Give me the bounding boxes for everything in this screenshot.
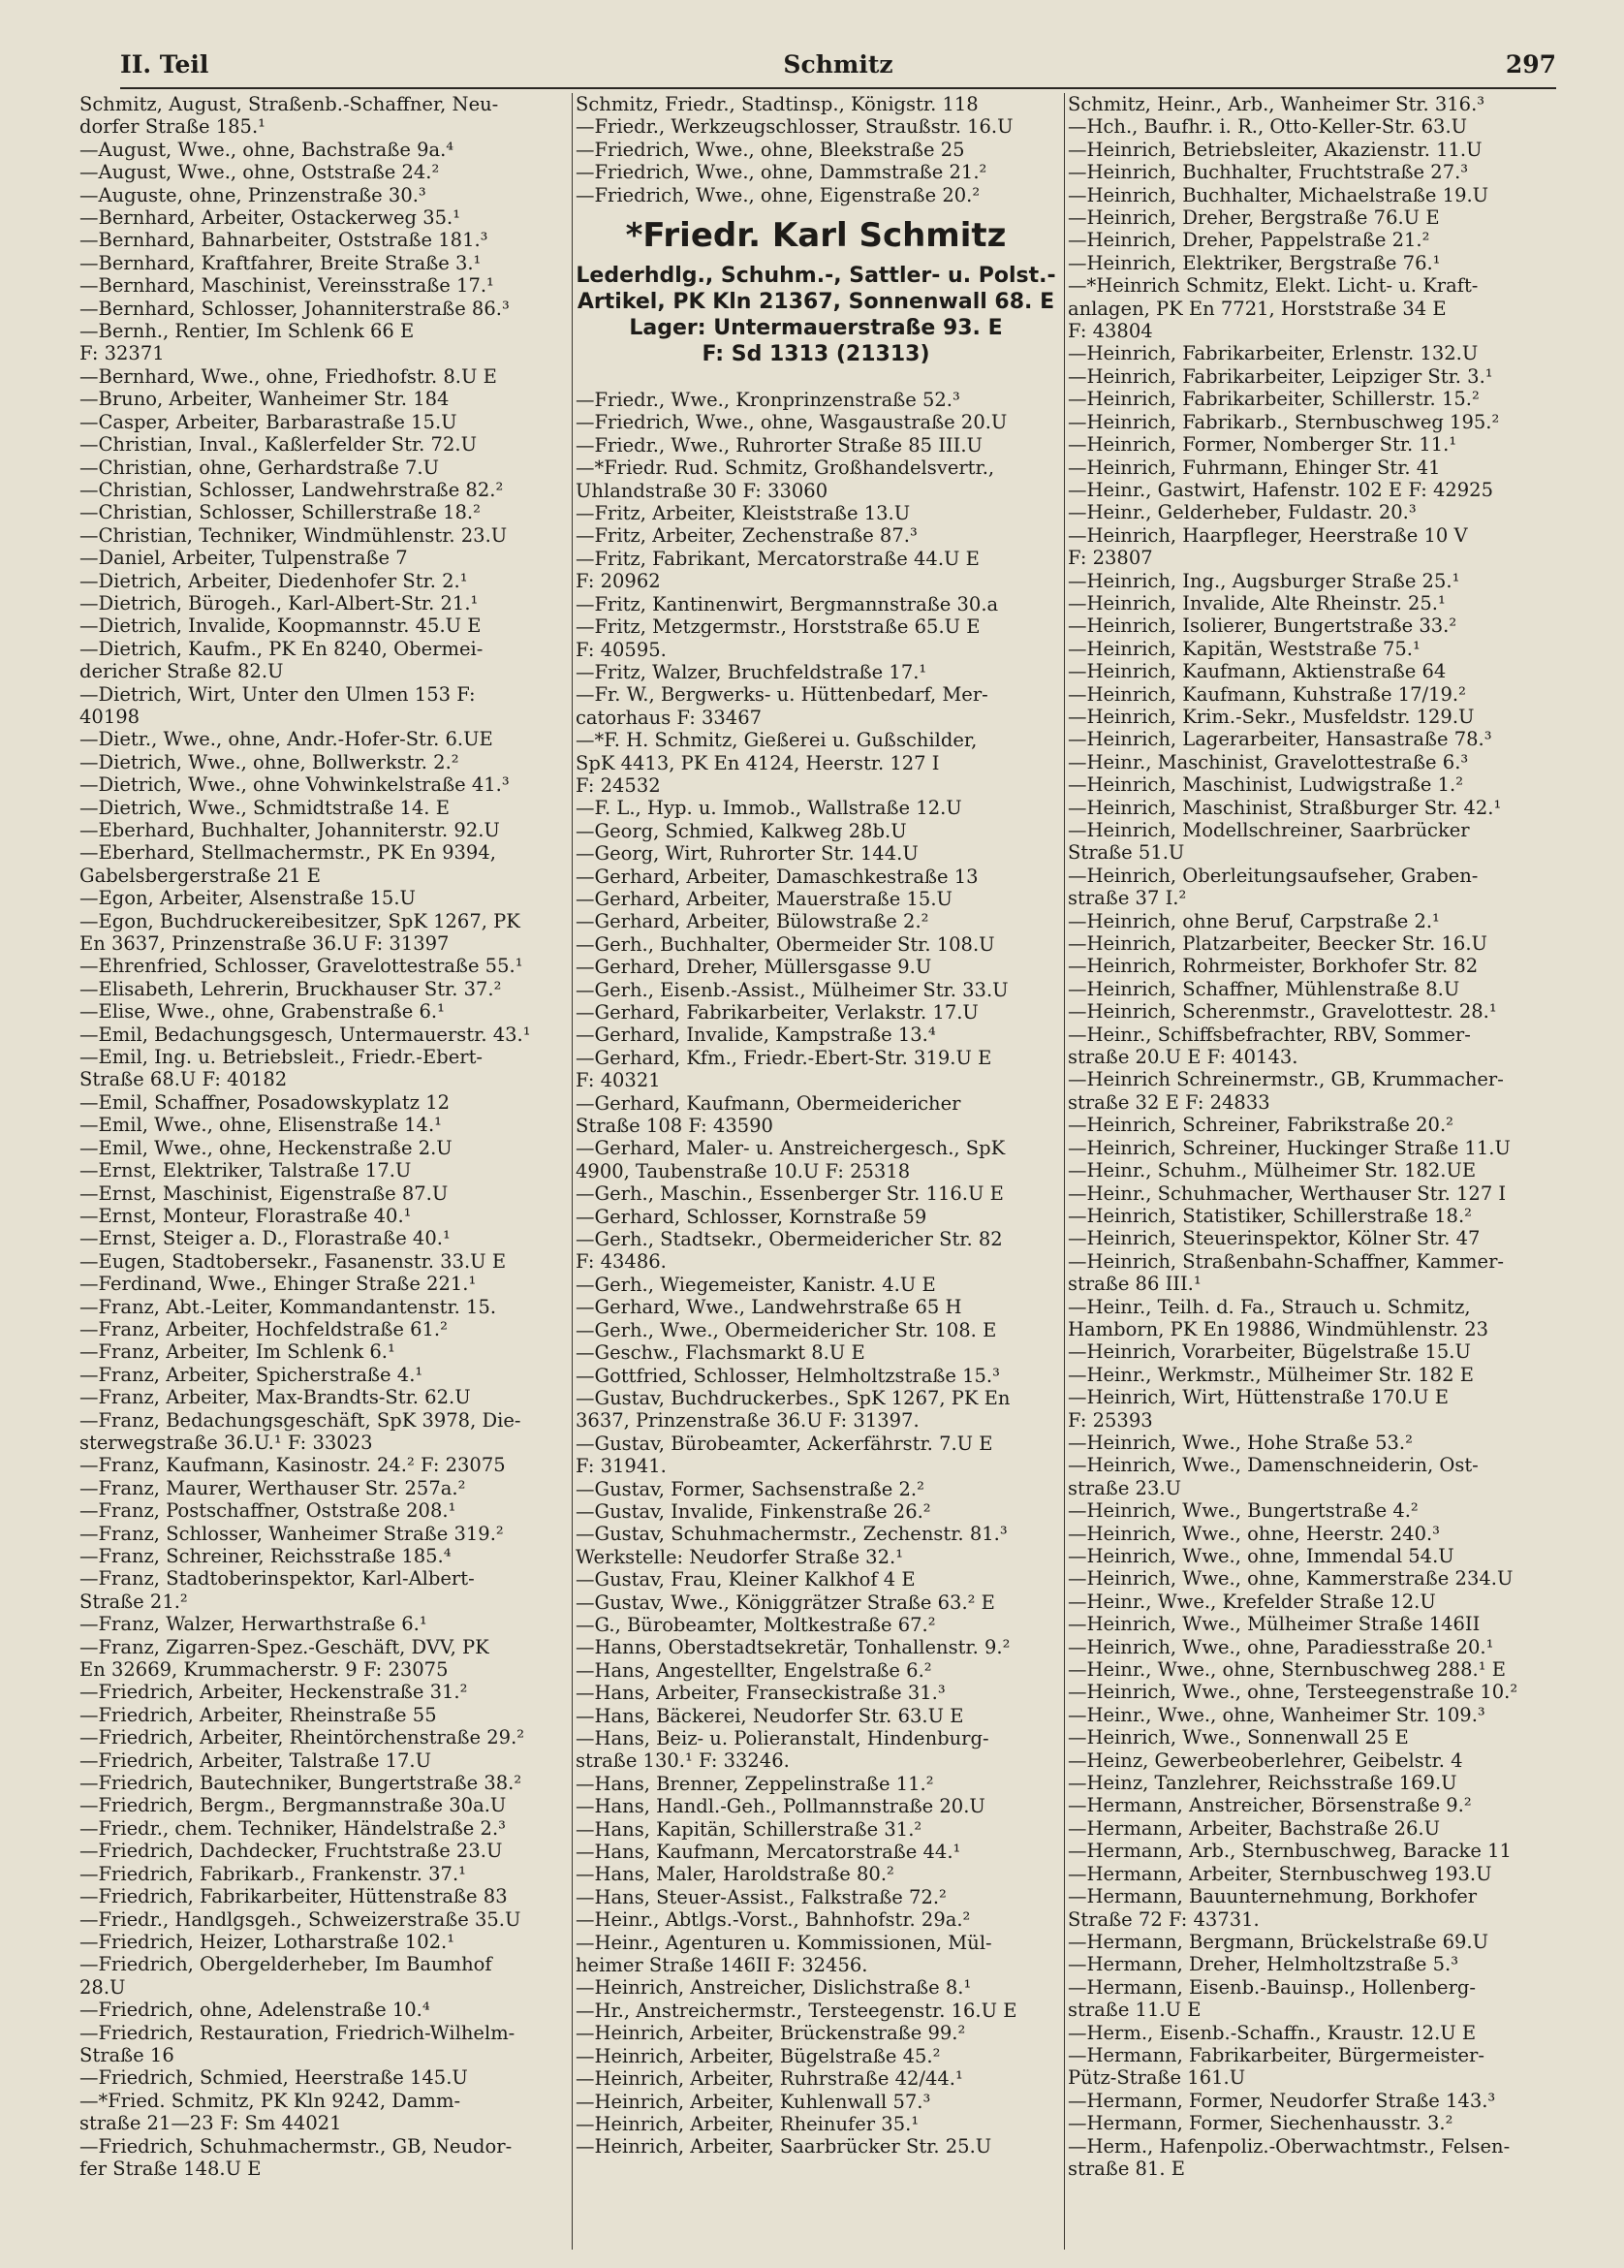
directory-entry: —Friedr., Wwe., Ruhrorter Straße 85 III.U (576, 433, 983, 457)
directory-entry: —Hr., Anstreichermstr., Tersteegenstr. 16.U E (576, 1999, 1017, 2022)
directory-entry: —Gerh., Wiegemeister, Kanistr. 4.U E (576, 1273, 936, 1296)
directory-entry: Schmitz, August, Straßenb.-Schaffner, Neu- (79, 93, 499, 115)
directory-entry: —Hermann, Dreher, Helmholtzstraße 5.³ (1068, 1953, 1459, 1976)
directory-entry: —Gerhard, Kfm., Friedr.-Ebert-Str. 319.U E (576, 1046, 992, 1069)
directory-entry: —Hans, Steuer-Assist., Falkstraße 72.² (576, 1885, 947, 1908)
directory-entry: straße 20.U E F: 40143. (1068, 1046, 1298, 1069)
directory-entry: 3637, Prinzenstraße 36.U F: 31397. (576, 1409, 920, 1433)
directory-entry: —Franz, Arbeiter, Max-Brandts-Str. 62.U (79, 1386, 471, 1409)
directory-entry: —Franz, Arbeiter, Im Schlenk 6.¹ (79, 1340, 395, 1364)
directory-entry: —Bernhard, Arbeiter, Ostackerweg 35.¹ (79, 206, 461, 230)
directory-entry: —Friedrich, Obergelderheber, Im Baumhof (79, 1953, 492, 1976)
directory-entry: —Eberhard, Stellmachermstr., PK En 9394, (79, 841, 496, 865)
directory-entry: —Heinr., Teilh. d. Fa., Strauch u. Schmitz, (1068, 1295, 1471, 1318)
directory-entry: —Heinrich, Wwe., Sonnenwall 25 E (1068, 1726, 1409, 1749)
directory-entry: —Heinrich, Buchhalter, Fruchtstraße 27.³ (1068, 161, 1469, 184)
directory-entry: —Hans, Bäckerei, Neudorfer Str. 63.U E (576, 1704, 964, 1727)
directory-entry: —Hanns, Oberstadtsekretär, Tonhallenstr. 9.² (576, 1636, 1011, 1659)
directory-entry: —Christian, Techniker, Windmühlenstr. 23.U (79, 523, 508, 547)
directory-entry: —Fritz, Fabrikant, Mercatorstraße 44.U E (576, 547, 980, 570)
directory-entry: —Heinrich, Vorarbeiter, Bügelstraße 15.U (1068, 1340, 1471, 1364)
directory-entry: —Dietrich, Wirt, Unter den Ulmen 153 F: (79, 682, 476, 706)
directory-entry: —Friedrich, Wwe., ohne, Dammstraße 21.² (576, 161, 987, 184)
directory-entry: —Heinrich, Arbeiter, Kuhlenwall 57.³ (576, 2090, 931, 2113)
directory-entry: —Gerhard, Arbeiter, Mauerstraße 15.U (576, 887, 953, 910)
directory-entry: —Heinrich, Maschinist, Straßburger Str. 42.¹ (1068, 796, 1502, 819)
directory-entry: —Heinrich, Krim.-Sekr., Musfeldstr. 129.U (1068, 705, 1475, 728)
directory-entry: heimer Straße 146II F: 32456. (576, 1954, 868, 1977)
directory-entry: —Hans, Maler, Haroldstraße 80.² (576, 1863, 894, 1886)
page-number: 297 (1505, 50, 1556, 79)
directory-entry: —Hermann, Anstreicher, Börsenstraße 9.² (1068, 1794, 1472, 1817)
directory-entry: —Heinrich, Lagerarbeiter, Hansastraße 78.³ (1068, 728, 1492, 751)
directory-entry: —Heinrich, Straßenbahn-Schaffner, Kammer- (1068, 1249, 1504, 1273)
directory-entry: Pütz-Straße 161.U (1068, 2066, 1246, 2090)
directory-entry: —Fritz, Arbeiter, Kleiststraße 13.U (576, 502, 911, 525)
directory-entry: —Heinrich, Fabrikarbeiter, Leipziger Str. 3.¹ (1068, 364, 1493, 388)
directory-entry: —Friedrich, Restauration, Friedrich-Wilhelm- (79, 2021, 515, 2044)
directory-entry: F: 40321 (576, 1069, 661, 1092)
directory-entry: —Friedrich, ohne, Adelenstraße 10.⁴ (79, 1999, 430, 2022)
directory-entry: —Heinrich, Arbeiter, Saarbrücker Str. 25.U (576, 2135, 992, 2158)
directory-entry: —Gerhard, Kaufmann, Obermeidericher (576, 1091, 961, 1115)
directory-entry: —Friedrich, Wwe., ohne, Wasgaustraße 20.U (576, 411, 1008, 434)
directory-entry: —Heinr., Schuhmacher, Werthauser Str. 127 I (1068, 1181, 1507, 1205)
directory-entry: —Heinrich, Maschinist, Ludwigstraße 1.² (1068, 773, 1464, 797)
directory-entry: —Heinrich, Modellschreiner, Saarbrücker (1068, 819, 1470, 841)
directory-entry: —Heinrich, Wirt, Hüttenstraße 170.U E (1068, 1386, 1449, 1409)
directory-entry: sterwegstraße 36.U.¹ F: 33023 (79, 1431, 373, 1454)
directory-entry: —Heinrich, Statistiker, Schillerstraße 18.² (1068, 1204, 1472, 1227)
directory-entry: —Heinrich, Steuerinspektor, Kölner Str. 47 (1068, 1227, 1481, 1250)
column-1 (79, 93, 564, 2180)
directory-entry: —Heinrich, Oberleitungsaufseher, Graben- (1068, 864, 1479, 887)
directory-entry: —Heinrich, Scherenmstr., Gravelottestr. 28.¹ (1068, 1000, 1497, 1024)
advert-line-2: Artikel, PK Kln 21367, Sonnenwall 68. E (577, 290, 1055, 315)
directory-entry: straße 11.U E (1068, 1999, 1202, 2022)
directory-entry: —Heinrich, Haarpfleger, Heerstraße 10 V (1068, 523, 1468, 547)
directory-entry: —Heinrich, Fuhrmann, Ehinger Str. 41 (1068, 456, 1441, 479)
directory-entry: F: 25393 (1068, 1408, 1153, 1432)
directory-entry: —Friedr., Handlgsgeh., Schweizerstraße 35.U (79, 1907, 521, 1931)
directory-entry: —Gerhard, Wwe., Landwehrstraße 65 H (576, 1296, 962, 1319)
directory-entry: —Emil, Schaffner, Posadowskyplatz 12 (79, 1090, 451, 1114)
directory-entry: —Franz, Walzer, Herwarthstraße 6.¹ (79, 1613, 427, 1636)
directory-entry: 40198 (79, 705, 141, 728)
directory-entry: straße 21—23 F: Sm 44021 (79, 2112, 342, 2135)
directory-entry: —Christian, Inval., Kaßlerfelder Str. 72.U (79, 433, 478, 457)
directory-entry: —Bernhard, Kraftfahrer, Breite Straße 3.¹ (79, 251, 482, 274)
directory-entry: —Heinrich, Kaufmann, Aktienstraße 64 (1068, 660, 1447, 683)
directory-entry: —Dietrich, Wwe., Schmidtstraße 14. E (79, 796, 450, 819)
directory-entry: —Hermann, Former, Siechenhausstr. 3.² (1068, 2112, 1453, 2135)
directory-entry: —Heinrich, Schaffner, Mühlenstraße 8.U (1068, 977, 1460, 1000)
directory-entry: —Heinrich, Wwe., Hohe Straße 53.² (1068, 1431, 1413, 1454)
directory-entry: Straße 72 F: 43731. (1068, 1907, 1260, 1931)
directory-entry: F: 40595. (576, 638, 667, 661)
directory-entry: En 32669, Krummacherstr. 9 F: 23075 (79, 1658, 449, 1682)
directory-entry: —Heinrich, Arbeiter, Ruhrstraße 42/44.¹ (576, 2067, 963, 2091)
directory-entry: —Hermann, Eisenb.-Bauinsp., Hollenberg- (1068, 1975, 1476, 1999)
directory-entry: —Heinr., Wwe., Krefelder Straße 12.U (1068, 1590, 1436, 1613)
directory-entry: —Bernhard, Schlosser, Johanniterstraße 86.³ (79, 297, 510, 320)
directory-entry: —Heinrich, Wwe., ohne, Heerstr. 240.³ (1068, 1522, 1441, 1545)
directory-entry: Schmitz, Friedr., Stadtinsp., Königstr. 118 (576, 93, 979, 115)
advert-line-3: Lager: Untermauerstraße 93. E (629, 316, 1003, 341)
directory-entry: straße 86 III.¹ (1068, 1273, 1202, 1296)
directory-entry: —Friedrich, Arbeiter, Heckenstraße 31.² (79, 1681, 468, 1704)
directory-entry: —Friedr., chem. Techniker, Händelstraße 2.³ (79, 1816, 506, 1840)
directory-entry: —Gerhard, Maler- u. Anstreichergesch., SpK (576, 1137, 1006, 1160)
directory-entry: —Dietrich, Bürogeh., Karl-Albert-Str. 21.¹ (79, 591, 479, 614)
directory-entry: —Dietr., Wwe., ohne, Andr.-Hofer-Str. 6.UE (79, 728, 493, 751)
directory-entry: dericher Straße 82.U (79, 660, 284, 683)
directory-entry: —Ferdinand, Wwe., Ehinger Straße 221.¹ (79, 1273, 477, 1296)
directory-entry: —Heinrich, Wwe., Mülheimer Straße 146II (1068, 1613, 1481, 1636)
directory-entry: Straße 68.U F: 40182 (79, 1068, 288, 1091)
directory-entry: —Geschw., Flachsmarkt 8.U E (576, 1341, 865, 1365)
advert-line-4: F: Sd 1313 (21313) (702, 342, 930, 367)
directory-entry: —Gustav, Schuhmachermstr., Zechenstr. 81.³ (576, 1523, 1008, 1546)
directory-entry: En 3637, Prinzenstraße 36.U F: 31397 (79, 932, 450, 956)
directory-entry: —Heinrich, Wwe., Damenschneiderin, Ost- (1068, 1454, 1479, 1477)
directory-entry: —Fr. W., Bergwerks- u. Hüttenbedarf, Mer- (576, 683, 988, 707)
directory-entry: —Friedr., Werkzeugschlosser, Straußstr. 16.U (576, 115, 1014, 139)
directory-entry: —Friedrich, Wwe., ohne, Eigenstraße 20.² (576, 183, 981, 206)
directory-entry: F: 43804 (1068, 320, 1153, 343)
directory-entry: Straße 51.U (1068, 841, 1185, 865)
directory-entry: —Heinrich, Fabrikarbeiter, Schillerstr. 15.² (1068, 388, 1480, 411)
directory-entry: —Friedrich, Arbeiter, Rheintörchenstraße 29.² (79, 1726, 525, 1749)
directory-entry: —Heinrich, Arbeiter, Bügelstraße 45.² (576, 2044, 941, 2067)
directory-entry: —Bernhard, Bahnarbeiter, Oststraße 181.³ (79, 229, 488, 252)
directory-entry: —*F. H. Schmitz, Gießerei u. Gußschilder, (576, 729, 978, 752)
directory-entry: Straße 108 F: 43590 (576, 1115, 773, 1138)
directory-entry: Gabelsbergerstraße 21 E (79, 864, 321, 887)
directory-entry: —Dietrich, Kaufm., PK En 8240, Obermei- (79, 637, 484, 660)
directory-entry: —Dietrich, Invalide, Koopmannstr. 45.U E (79, 614, 482, 638)
page-header (120, 48, 1556, 89)
directory-entry: F: 31941. (576, 1455, 667, 1478)
directory-entry: —Friedrich, Heizer, Lotharstraße 102.¹ (79, 1930, 455, 1953)
directory-entry: —Heinr., Werkmstr., Mülheimer Str. 182 E (1068, 1363, 1474, 1386)
directory-entry: —August, Wwe., ohne, Oststraße 24.² (79, 161, 440, 184)
directory-entry: —Franz, Kaufmann, Kasinostr. 24.² F: 23075 (79, 1454, 506, 1477)
directory-entry: —Heinr., Maschinist, Gravelottestraße 6.³ (1068, 750, 1469, 773)
directory-entry: straße 81. E (1068, 2157, 1185, 2180)
directory-entry: —Heinrich, Invalide, Alte Rheinstr. 25.¹ (1068, 591, 1446, 614)
directory-entry: —Ehrenfried, Schlosser, Gravelottestraße 55.¹ (79, 955, 523, 978)
directory-entry: —Friedrich, Arbeiter, Talstraße 17.U (79, 1748, 432, 1772)
directory-entry: —Franz, Zigarren-Spez.-Geschäft, DVV, PK (79, 1635, 489, 1658)
directory-entry: —Heinrich, Dreher, Pappelstraße 21.² (1068, 229, 1430, 252)
directory-entry: —Georg, Wirt, Ruhrorter Str. 144.U (576, 842, 919, 866)
directory-entry: —Heinrich, Former, Nomberger Str. 11.¹ (1068, 433, 1457, 457)
directory-entry: —Heinr., Gastwirt, Hafenstr. 102 E F: 42925 (1068, 478, 1493, 501)
directory-entry: —Friedrich, Schuhmachermstr., GB, Neudor- (79, 2134, 513, 2158)
directory-entry: —Hans, Kapitän, Schillerstraße 31.² (576, 1817, 922, 1841)
directory-entry: —Daniel, Arbeiter, Tulpenstraße 7 (79, 547, 408, 570)
directory-entry: —Emil, Wwe., ohne, Heckenstraße 2.U (79, 1136, 453, 1159)
directory-entry: —Franz, Arbeiter, Hochfeldstraße 61.² (79, 1317, 448, 1340)
directory-entry: —Christian, Schlosser, Landwehrstraße 82.² (79, 478, 504, 501)
directory-entry: —Ernst, Steiger a. D., Florastraße 40.¹ (79, 1227, 451, 1250)
directory-entry: —Elisabeth, Lehrerin, Bruckhauser Str. 37.² (79, 977, 502, 1000)
directory-entry: Straße 16 (79, 2043, 174, 2066)
directory-entry: Werkstelle: Neudorfer Straße 32.¹ (576, 1545, 904, 1568)
directory-entry: —F. L., Hyp. u. Immob., Wallstraße 12.U (576, 797, 962, 820)
directory-entry: —Heinrich, Schreiner, Fabrikstraße 20.² (1068, 1114, 1453, 1137)
directory-entry: —Ernst, Elektriker, Talstraße 17.U (79, 1159, 412, 1182)
directory-entry: —Gerhard, Arbeiter, Damaschkestraße 13 (576, 865, 979, 888)
directory-entry: —Friedrich, Arbeiter, Rheinstraße 55 (79, 1703, 437, 1726)
directory-entry: —Gerh., Eisenb.-Assist., Mülheimer Str. 33.U (576, 978, 1009, 1001)
directory-entry: —Fritz, Metzgermstr., Horststraße 65.U E (576, 615, 981, 639)
directory-entry: —Heinrich, Betriebsleiter, Akazienstr. 11.U (1068, 138, 1483, 161)
directory-entry: —Eugen, Stadtobersekr., Fasanenstr. 33.U E (79, 1249, 507, 1273)
directory-entry: —Bruno, Arbeiter, Wanheimer Str. 184 (79, 388, 450, 411)
directory-entry: —Gerh., Stadtsekr., Obermeidericher Str. 82 (576, 1228, 1003, 1251)
directory-entry: —Heinrich, Dreher, Bergstraße 76.U E (1068, 206, 1440, 230)
directory-entry: —Hans, Beiz- u. Polieranstalt, Hindenburg- (576, 1727, 989, 1749)
directory-entry: —Heinrich, Wwe., ohne, Kammerstraße 234.U (1068, 1567, 1514, 1591)
directory-entry: —Heinrich, Wwe., Bungertstraße 4.² (1068, 1499, 1419, 1523)
directory-entry: —Heinr., Schuhm., Mülheimer Str. 182.UE (1068, 1159, 1477, 1182)
directory-entry: —Franz, Stadtoberinspektor, Karl-Albert- (79, 1567, 475, 1591)
directory-entry: —Gerhard, Invalide, Kampstraße 13.⁴ (576, 1024, 936, 1047)
directory-entry: —Gerh., Maschin., Essenberger Str. 116.U E (576, 1182, 1004, 1206)
directory-entry: —Heinrich, Arbeiter, Brückenstraße 99.² (576, 2022, 966, 2045)
directory-entry: —Franz, Schreiner, Reichsstraße 185.⁴ (79, 1545, 452, 1567)
directory-entry: —Hermann, Bergmann, Brückelstraße 69.U (1068, 1930, 1489, 1953)
directory-entry: —Casper, Arbeiter, Barbarastraße 15.U (79, 410, 457, 433)
directory-entry: —Georg, Schmied, Kalkweg 28b.U (576, 819, 907, 842)
directory-entry: —Bernhard, Maschinist, Vereinsstraße 17.¹ (79, 274, 494, 298)
directory-entry: —Heinrich, Anstreicher, Dislichstraße 8.¹ (576, 1976, 972, 2000)
directory-entry: —Heinrich, Rohrmeister, Borkhofer Str. 82 (1068, 955, 1479, 978)
directory-entry: —Heinr., Schiffsbefrachter, RBV, Sommer- (1068, 1023, 1471, 1046)
directory-entry: —Hans, Arbeiter, Franseckistraße 31.³ (576, 1682, 946, 1705)
directory-entry: —Heinr., Wwe., ohne, Wanheimer Str. 109.³ (1068, 1703, 1485, 1726)
directory-entry: —Heinrich, Kapitän, Weststraße 75.¹ (1068, 637, 1421, 660)
running-title: Schmitz (783, 50, 893, 79)
directory-entry: Uhlandstraße 30 F: 33060 (576, 479, 828, 502)
directory-entry: Schmitz, Heinr., Arb., Wanheimer Str. 316.³ (1068, 93, 1485, 115)
directory-entry: —Christian, ohne, Gerhardstraße 7.U (79, 456, 440, 479)
directory-entry: —Egon, Buchdruckereibesitzer, SpK 1267, PK (79, 909, 520, 932)
directory-entry: —Dietrich, Wwe., ohne, Bollwerkstr. 2.² (79, 750, 459, 773)
directory-entry: straße 37 I.² (1068, 887, 1187, 910)
directory-entry: fer Straße 148.U E (79, 2157, 262, 2180)
directory-entry: —Heinrich Schreinermstr., GB, Krummacher- (1068, 1068, 1504, 1091)
directory-entry: —Hermann, Arb., Sternbuschweg, Baracke 11 (1068, 1840, 1512, 1863)
column-2-bottom-entries (576, 389, 1056, 2158)
directory-entry: SpK 4413, PK En 4124, Heerstr. 127 I (576, 751, 940, 774)
directory-entry: —Heinz, Gewerbeoberlehrer, Geibelstr. 4 (1068, 1748, 1463, 1772)
directory-entry: —Gustav, Wwe., Königgrätzer Straße 63.² E (576, 1591, 995, 1614)
directory-entry: —Heinrich, Fabrikarb., Sternbuschweg 195.² (1068, 410, 1500, 433)
directory-entry: —Hch., Baufhr. i. R., Otto-Keller-Str. 63.U (1068, 115, 1468, 139)
directory-entry: —Ernst, Monteur, Florastraße 40.¹ (79, 1204, 412, 1227)
directory-entry: —Bernh., Rentier, Im Schlenk 66 E (79, 320, 415, 343)
directory-entry: —Heinrich, Wwe., ohne, Paradiesstraße 20.¹ (1068, 1635, 1494, 1658)
directory-entry: —Heinrich, Fabrikarbeiter, Erlenstr. 132.U (1068, 342, 1479, 365)
directory-entry: —Fritz, Kantinenwirt, Bergmannstraße 30.a (576, 592, 999, 615)
directory-entry: —Franz, Bedachungsgeschäft, SpK 3978, Die- (79, 1408, 521, 1432)
directory-entry: —Fritz, Walzer, Bruchfeldstraße 17.¹ (576, 660, 927, 683)
directory-entry: —Gustav, Former, Sachsenstraße 2.² (576, 1477, 924, 1500)
directory-entry: —Heinr., Wwe., ohne, Sternbuschweg 288.¹ E (1068, 1658, 1507, 1682)
directory-entry: anlagen, PK En 7721, Horststraße 34 E (1068, 297, 1447, 320)
directory-entry: —Hermann, Former, Neudorfer Straße 143.³ (1068, 2089, 1496, 2112)
directory-entry: —Franz, Postschaffner, Oststraße 208.¹ (79, 1499, 456, 1523)
directory-entry: —Emil, Bedachungsgesch, Untermauerstr. 43.¹ (79, 1023, 531, 1046)
directory-entry: F: 23807 (1068, 547, 1153, 570)
directory-entry: —Friedrich, Wwe., ohne, Bleekstraße 25 (576, 138, 965, 161)
directory-entry: —Gottfried, Schlosser, Helmholtzstraße 15.³ (576, 1364, 1000, 1387)
directory-entry: —Auguste, ohne, Prinzenstraße 30.³ (79, 183, 426, 206)
directory-entry: —Herm., Eisenb.-Schaffn., Kraustr. 12.U E (1068, 2021, 1477, 2044)
directory-entry: —Ernst, Maschinist, Eigenstraße 87.U (79, 1181, 449, 1205)
directory-entry: —Hans, Handl.-Geh., Pollmannstraße 20.U (576, 1795, 985, 1818)
directory-entry: —Friedrich, Bautechniker, Bungertstraße 38.² (79, 1772, 522, 1795)
directory-entry: —Heinrich, Wwe., ohne, Tersteegenstraße 10.² (1068, 1681, 1518, 1704)
directory-entry: —Hans, Kaufmann, Mercatorstraße 44.¹ (576, 1841, 961, 1864)
directory-entry: straße 130.¹ F: 33246. (576, 1749, 790, 1773)
directory-entry: —Gerh., Wwe., Obermeidericher Str. 108. E (576, 1318, 997, 1341)
advert-title: *Friedr. Karl Schmitz (625, 216, 1007, 256)
directory-entry: —Emil, Ing. u. Betriebsleit., Friedr.-Ebert- (79, 1046, 484, 1069)
directory-entry: —Franz, Arbeiter, Spicherstraße 4.¹ (79, 1363, 423, 1386)
directory-entry: —Heinrich, Wwe., ohne, Immendal 54.U (1068, 1545, 1454, 1567)
directory-entry: —Hans, Brenner, Zeppelinstraße 11.² (576, 1772, 934, 1795)
directory-entry: —Heinrich, ohne Beruf, Carpstraße 2.¹ (1068, 909, 1440, 932)
directory-entry: —Franz, Maurer, Werthauser Str. 257a.² (79, 1476, 466, 1499)
column-divider-2 (1064, 93, 1065, 2250)
directory-entry: Straße 21.² (79, 1590, 188, 1613)
directory-entry: —*Friedr. Rud. Schmitz, Großhandelsvertr., (576, 457, 995, 480)
directory-entry: —Hermann, Arbeiter, Bachstraße 26.U (1068, 1816, 1441, 1840)
directory-entry: —Heinrich, Isolierer, Bungertstraße 33.² (1068, 614, 1457, 638)
directory-entry: —Friedrich, Dachdecker, Fruchtstraße 23.U (79, 1840, 503, 1863)
directory-entry: dorfer Straße 185.¹ (79, 115, 265, 139)
directory-entry: —Dietrich, Arbeiter, Diedenhofer Str. 2.¹ (79, 569, 468, 592)
directory-entry: —August, Wwe., ohne, Bachstraße 9a.⁴ (79, 138, 454, 161)
directory-entry: —Dietrich, Wwe., ohne Vohwinkelstraße 41.³ (79, 773, 510, 797)
directory-entry: —Hermann, Fabrikarbeiter, Bürgermeister- (1068, 2043, 1484, 2066)
directory-entry: —Heinr., Agenturen u. Kommissionen, Mül- (576, 1931, 992, 1954)
directory-entry: Hamborn, PK En 19886, Windmühlenstr. 23 (1068, 1317, 1489, 1340)
directory-entry: —*Heinrich Schmitz, Elekt. Licht- u. Kraft- (1068, 274, 1479, 298)
directory-entry: —Friedrich, Fabrikarb., Frankenstr. 37.¹ (79, 1862, 466, 1885)
directory-entry: —Gustav, Bürobeamter, Ackerfährstr. 7.U E (576, 1432, 993, 1455)
column-divider-1 (572, 93, 573, 2250)
directory-entry: —Hermann, Bauunternehmung, Borkhofer (1068, 1885, 1478, 1908)
directory-entry: catorhaus F: 33467 (576, 706, 763, 729)
directory-entry: —Friedrich, Bergm., Bergmannstraße 30a.U (79, 1794, 507, 1817)
directory-entry: F: 24532 (576, 773, 661, 797)
directory-entry: —Heinrich, Elektriker, Bergstraße 76.¹ (1068, 251, 1441, 274)
directory-entry: —Heinrich, Platzarbeiter, Beecker Str. 16.U (1068, 932, 1487, 956)
directory-entry: —Herm., Hafenpoliz.-Oberwachtmstr., Felsen- (1068, 2134, 1511, 2158)
directory-entry: —Gerhard, Schlosser, Kornstraße 59 (576, 1205, 927, 1228)
directory-entry: —Hermann, Arbeiter, Sternbuschweg 193.U (1068, 1862, 1492, 1885)
directory-entry: —Eberhard, Buchhalter, Johanniterstr. 92.U (79, 819, 500, 841)
directory-entry: —Gustav, Buchdruckerbes., SpK 1267, PK En (576, 1386, 1011, 1409)
advert-line-1: Lederhdlg., Schuhm.-, Sattler- u. Polst.- (576, 264, 1056, 289)
directory-entry: F: 32371 (79, 342, 165, 365)
directory-entry: —Emil, Wwe., ohne, Elisenstraße 14.¹ (79, 1114, 442, 1137)
directory-entry: —Heinz, Tanzlehrer, Reichsstraße 169.U (1068, 1772, 1457, 1795)
directory-entry: —Bernhard, Wwe., ohne, Friedhofstr. 8.U E (79, 364, 497, 388)
directory-entry: straße 32 E F: 24833 (1068, 1090, 1270, 1114)
directory-entry: F: 20962 (576, 570, 661, 593)
directory-entry: F: 43486. (576, 1250, 667, 1274)
directory-entry: —Friedrich, Schmied, Heerstraße 145.U (79, 2066, 468, 2090)
directory-entry: —Gerhard, Dreher, Müllersgasse 9.U (576, 956, 932, 979)
directory-entry: —Gerh., Buchhalter, Obermeider Str. 108.U (576, 932, 995, 956)
directory-entry: —Heinr., Abtlgs.-Vorst., Bahnhofstr. 29a.² (576, 1908, 971, 1932)
directory-entry: —Heinrich, Arbeiter, Rheinufer 35.¹ (576, 2112, 920, 2135)
directory-entry: —*Fried. Schmitz, PK Kln 9242, Damm- (79, 2089, 461, 2112)
directory-entry: —Fritz, Arbeiter, Zechenstraße 87.³ (576, 524, 918, 548)
directory-entry: —Egon, Arbeiter, Alsenstraße 15.U (79, 887, 416, 910)
directory-entry: —Hans, Angestellter, Engelstraße 6.² (576, 1658, 932, 1682)
directory-entry: —G., Bürobeamter, Moltkestraße 67.² (576, 1613, 936, 1636)
directory-entry: —Heinrich, Ing., Augsburger Straße 25.¹ (1068, 569, 1460, 592)
directory-entry: straße 23.U (1068, 1476, 1181, 1499)
advertisement-box (576, 214, 1056, 367)
directory-entry: —Heinrich, Schreiner, Huckinger Straße 11.U (1068, 1136, 1511, 1159)
directory-entry: —Christian, Schlosser, Schillerstraße 18.² (79, 501, 481, 524)
directory-entry: —Gustav, Invalide, Finkenstraße 26.² (576, 1499, 931, 1523)
directory-entry: —Franz, Abt.-Leiter, Kommandantenstr. 15. (79, 1295, 497, 1318)
directory-entry: —Elise, Wwe., ohne, Grabenstraße 6.¹ (79, 1000, 445, 1024)
directory-entry: —Friedr., Wwe., Kronprinzenstraße 52.³ (576, 389, 960, 412)
column-2-top-entries (576, 93, 1056, 206)
section-label: II. Teil (120, 50, 209, 79)
column-3 (1068, 93, 1554, 2180)
directory-entry: 28.U (79, 1975, 126, 1999)
column-2 (576, 93, 1056, 2158)
directory-entry: —Heinrich, Buchhalter, Michaelstraße 19.U (1068, 183, 1489, 206)
directory-entry: —Gustav, Frau, Kleiner Kalkhof 4 E (576, 1568, 916, 1591)
directory-entry: —Gerhard, Arbeiter, Bülowstraße 2.² (576, 910, 929, 933)
directory-entry: —Heinr., Gelderheber, Fuldastr. 20.³ (1068, 501, 1417, 524)
directory-entry: 4900, Taubenstraße 10.U F: 25318 (576, 1159, 911, 1182)
directory-entry: —Franz, Schlosser, Wanheimer Straße 319.² (79, 1522, 504, 1545)
directory-entry: —Friedrich, Fabrikarbeiter, Hüttenstraße 83 (79, 1885, 508, 1908)
directory-entry: —Heinrich, Kaufmann, Kuhstraße 17/19.² (1068, 682, 1466, 706)
directory-entry: —Gerhard, Fabrikarbeiter, Verlakstr. 17.U (576, 1001, 979, 1024)
